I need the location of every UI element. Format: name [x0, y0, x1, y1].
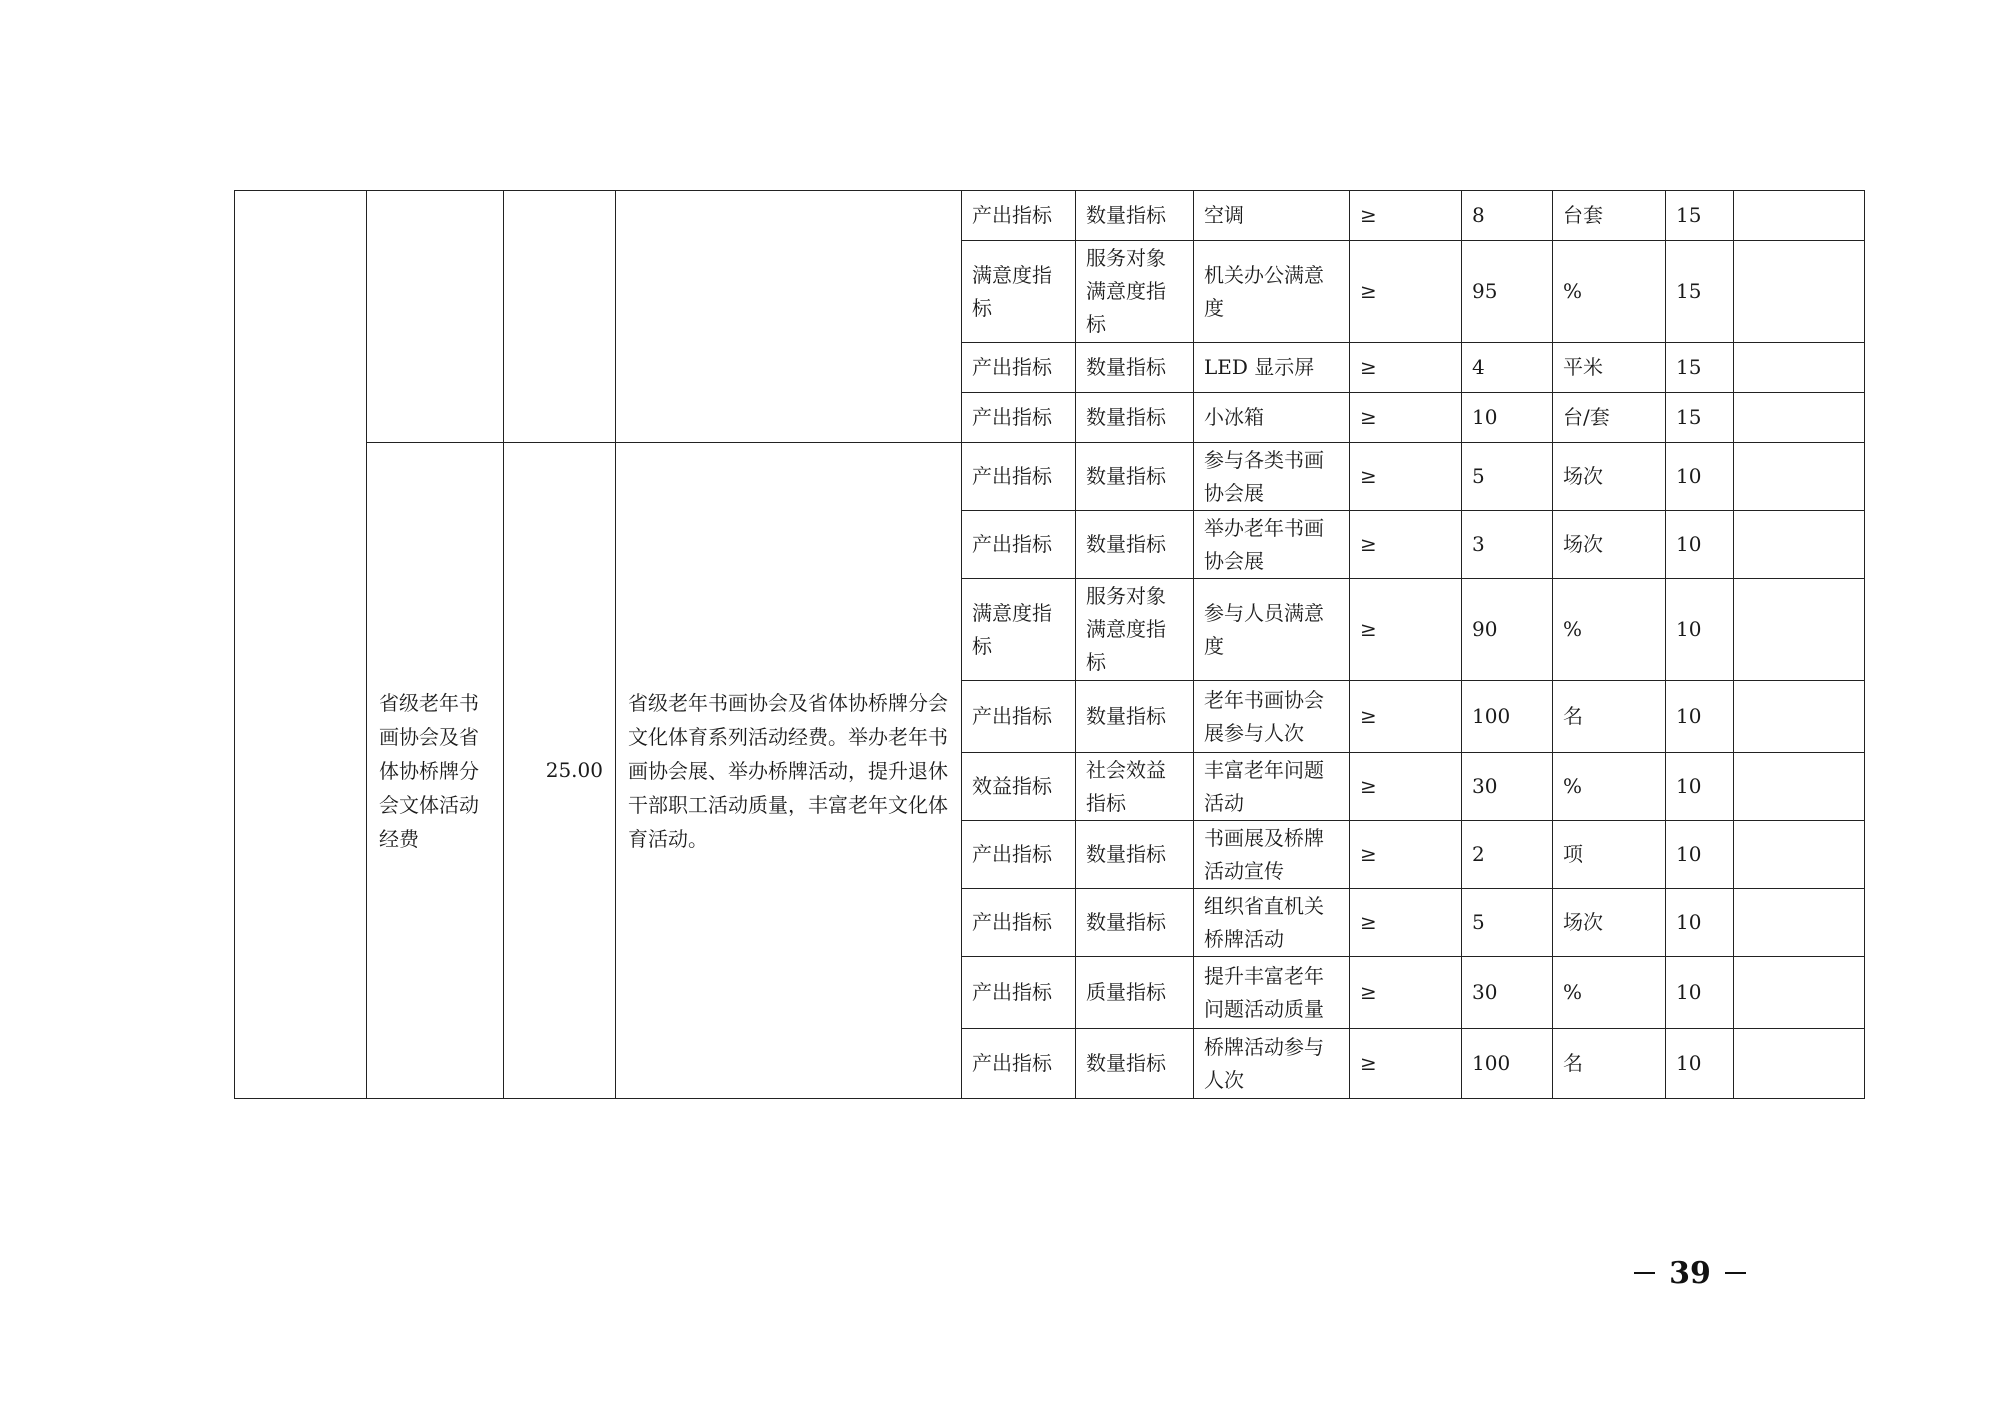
unit-cell: 场次: [1553, 511, 1666, 579]
operator-cell: ≥: [1350, 957, 1462, 1029]
score-cell: 10: [1666, 889, 1734, 957]
target-value-cell: 5: [1462, 443, 1553, 511]
level1-indicator-cell: 产出指标: [962, 393, 1076, 443]
operator-cell: ≥: [1350, 511, 1462, 579]
note-cell: [1734, 343, 1865, 393]
level2-indicator-cell: 数量指标: [1076, 191, 1194, 241]
target-value-cell: 2: [1462, 821, 1553, 889]
level3-indicator-cell: 组织省直机关桥牌活动: [1194, 889, 1350, 957]
unit-cell: %: [1553, 957, 1666, 1029]
note-cell: [1734, 443, 1865, 511]
level1-indicator-cell: 产出指标: [962, 1029, 1076, 1099]
note-cell: [1734, 753, 1865, 821]
score-cell: 10: [1666, 753, 1734, 821]
operator-cell: ≥: [1350, 753, 1462, 821]
page-number-text: 39: [1669, 1255, 1711, 1291]
category-cell: [235, 191, 367, 1099]
level3-indicator-cell: 机关办公满意度: [1194, 241, 1350, 343]
unit-cell: 台/套: [1553, 393, 1666, 443]
page-number-dash-left: [1634, 1272, 1655, 1274]
level2-indicator-cell: 数量指标: [1076, 393, 1194, 443]
level3-indicator-cell: 提升丰富老年问题活动质量: [1194, 957, 1350, 1029]
level2-indicator-cell: 质量指标: [1076, 957, 1194, 1029]
operator-cell: ≥: [1350, 681, 1462, 753]
unit-cell: 平米: [1553, 343, 1666, 393]
operator-cell: ≥: [1350, 343, 1462, 393]
note-cell: [1734, 241, 1865, 343]
score-cell: 10: [1666, 579, 1734, 681]
level2-indicator-cell: 数量指标: [1076, 343, 1194, 393]
operator-cell: ≥: [1350, 1029, 1462, 1099]
level3-indicator-cell: 举办老年书画协会展: [1194, 511, 1350, 579]
level3-indicator-cell: 小冰箱: [1194, 393, 1350, 443]
note-cell: [1734, 511, 1865, 579]
level3-indicator-cell: 桥牌活动参与人次: [1194, 1029, 1350, 1099]
note-cell: [1734, 579, 1865, 681]
performance-indicator-table: [234, 190, 1865, 1099]
level1-indicator-cell: 产出指标: [962, 511, 1076, 579]
score-cell: 15: [1666, 191, 1734, 241]
level3-indicator-cell: 丰富老年问题活动: [1194, 753, 1350, 821]
target-value-cell: 10: [1462, 393, 1553, 443]
score-cell: 10: [1666, 957, 1734, 1029]
level1-indicator-cell: 效益指标: [962, 753, 1076, 821]
level3-indicator-cell: 老年书画协会展参与人次: [1194, 681, 1350, 753]
level2-indicator-cell: 服务对象满意度指标: [1076, 579, 1194, 681]
note-cell: [1734, 681, 1865, 753]
unit-cell: 名: [1553, 681, 1666, 753]
target-value-cell: 95: [1462, 241, 1553, 343]
score-cell: 10: [1666, 1029, 1734, 1099]
budget-cell: [504, 191, 616, 443]
level2-indicator-cell: 数量指标: [1076, 1029, 1194, 1099]
level1-indicator-cell: 产出指标: [962, 191, 1076, 241]
level1-indicator-cell: 产出指标: [962, 821, 1076, 889]
level2-indicator-cell: 社会效益指标: [1076, 753, 1194, 821]
unit-cell: 场次: [1553, 889, 1666, 957]
project-description-cell: 省级老年书画协会及省体协桥牌分会文化体育系列活动经费。举办老年书画协会展、举办桥牌活动，提升退休干部职工活动质量，丰富老年文化体育活动。: [616, 443, 962, 1099]
level2-indicator-cell: 数量指标: [1076, 511, 1194, 579]
target-value-cell: 90: [1462, 579, 1553, 681]
unit-cell: 场次: [1553, 443, 1666, 511]
note-cell: [1734, 1029, 1865, 1099]
level1-indicator-cell: 产出指标: [962, 889, 1076, 957]
page-number: [1620, 1248, 1760, 1298]
target-value-cell: 100: [1462, 1029, 1553, 1099]
unit-cell: %: [1553, 753, 1666, 821]
level2-indicator-cell: 数量指标: [1076, 821, 1194, 889]
operator-cell: ≥: [1350, 821, 1462, 889]
unit-cell: %: [1553, 241, 1666, 343]
level1-indicator-cell: 满意度指标: [962, 579, 1076, 681]
note-cell: [1734, 821, 1865, 889]
operator-cell: ≥: [1350, 579, 1462, 681]
target-value-cell: 8: [1462, 191, 1553, 241]
level2-indicator-cell: 数量指标: [1076, 681, 1194, 753]
level3-indicator-cell: 参与人员满意度: [1194, 579, 1350, 681]
level3-indicator-cell: LED 显示屏: [1194, 343, 1350, 393]
budget-cell: 25.00: [504, 443, 616, 1099]
project-name-cell: [367, 191, 504, 443]
operator-cell: ≥: [1350, 443, 1462, 511]
score-cell: 10: [1666, 511, 1734, 579]
score-cell: 15: [1666, 343, 1734, 393]
project-name-cell: 省级老年书画协会及省体协桥牌分会文体活动经费: [367, 443, 504, 1099]
score-cell: 10: [1666, 681, 1734, 753]
target-value-cell: 30: [1462, 957, 1553, 1029]
level3-indicator-cell: 书画展及桥牌活动宣传: [1194, 821, 1350, 889]
level3-indicator-cell: 参与各类书画协会展: [1194, 443, 1350, 511]
score-cell: 10: [1666, 443, 1734, 511]
page-number-dash-right: [1725, 1272, 1746, 1274]
level3-indicator-cell: 空调: [1194, 191, 1350, 241]
operator-cell: ≥: [1350, 889, 1462, 957]
target-value-cell: 4: [1462, 343, 1553, 393]
operator-cell: ≥: [1350, 191, 1462, 241]
score-cell: 15: [1666, 241, 1734, 343]
level1-indicator-cell: 产出指标: [962, 681, 1076, 753]
level2-indicator-cell: 数量指标: [1076, 443, 1194, 511]
note-cell: [1734, 889, 1865, 957]
unit-cell: 名: [1553, 1029, 1666, 1099]
score-cell: 10: [1666, 821, 1734, 889]
level1-indicator-cell: 产出指标: [962, 443, 1076, 511]
score-cell: 15: [1666, 393, 1734, 443]
target-value-cell: 100: [1462, 681, 1553, 753]
operator-cell: ≥: [1350, 241, 1462, 343]
target-value-cell: 30: [1462, 753, 1553, 821]
note-cell: [1734, 393, 1865, 443]
level1-indicator-cell: 产出指标: [962, 343, 1076, 393]
note-cell: [1734, 191, 1865, 241]
level1-indicator-cell: 满意度指标: [962, 241, 1076, 343]
target-value-cell: 3: [1462, 511, 1553, 579]
unit-cell: %: [1553, 579, 1666, 681]
target-value-cell: 5: [1462, 889, 1553, 957]
table-row: [235, 443, 1865, 511]
table-row: [235, 191, 1865, 241]
unit-cell: 台套: [1553, 191, 1666, 241]
level2-indicator-cell: 数量指标: [1076, 889, 1194, 957]
operator-cell: ≥: [1350, 393, 1462, 443]
project-description-cell: [616, 191, 962, 443]
unit-cell: 项: [1553, 821, 1666, 889]
level1-indicator-cell: 产出指标: [962, 957, 1076, 1029]
level2-indicator-cell: 服务对象满意度指标: [1076, 241, 1194, 343]
note-cell: [1734, 957, 1865, 1029]
